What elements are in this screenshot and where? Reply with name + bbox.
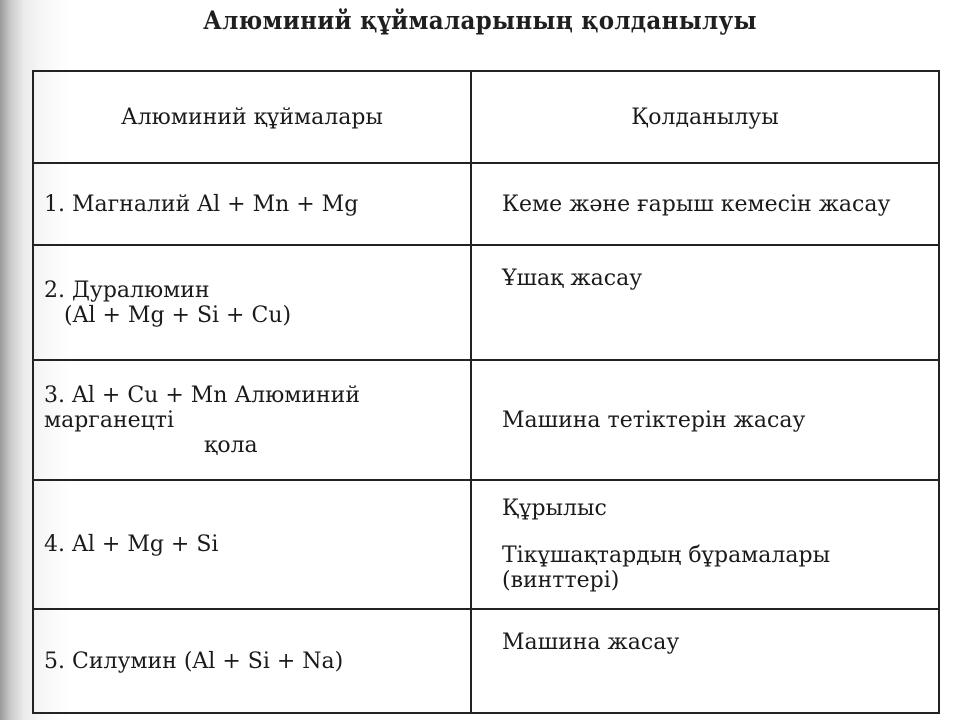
- use-text: Құрылыс: [502, 496, 607, 521]
- alloy-name: 4. Al + Mg + Si: [44, 532, 219, 557]
- alloy-cell: [33, 163, 471, 245]
- use-cell: [471, 480, 939, 609]
- table-row: [33, 360, 939, 480]
- table-header-row: [33, 71, 939, 163]
- alloy-name: 2. Дуралюмин: [44, 277, 210, 303]
- alloy-name: 3. Al + Cu + Mn Алюминий марганецті: [44, 382, 360, 433]
- header-uses: Қолданылуы: [471, 71, 939, 163]
- use-text: Машина тетіктерін жасау: [502, 407, 806, 433]
- table-row: [33, 480, 939, 609]
- alloys-table: [32, 70, 940, 714]
- table-row: [33, 163, 939, 245]
- use-cell: [471, 163, 939, 245]
- table-row: [33, 245, 939, 360]
- header-alloys: Алюминий құймалары: [33, 71, 471, 163]
- alloy-name: 5. Силумин (Al + Si + Na): [44, 648, 344, 674]
- alloy-formula: (Al + Mg + Si + Cu): [64, 302, 292, 328]
- use-cell: [471, 360, 939, 480]
- use-text: Тікұшақтардың бұрамалары (винттері): [502, 543, 831, 593]
- use-text: Машина жасау: [502, 630, 680, 655]
- alloy-name-continued: қола: [204, 432, 258, 458]
- alloy-cell: [33, 609, 471, 713]
- use-cell: [471, 245, 939, 360]
- alloy-cell: [33, 360, 471, 480]
- use-text: Кеме және ғарыш кемесін жасау: [502, 191, 891, 217]
- alloy-cell: [33, 480, 471, 609]
- alloy-name: 1. Магналий Al + Mn + Mg: [44, 191, 359, 217]
- use-cell: [471, 609, 939, 713]
- table-row: [33, 609, 939, 713]
- page-title: Алюминий құймаларының қолданылуы: [203, 6, 757, 35]
- alloy-cell: [33, 245, 471, 360]
- use-text: Ұшақ жасау: [502, 266, 643, 291]
